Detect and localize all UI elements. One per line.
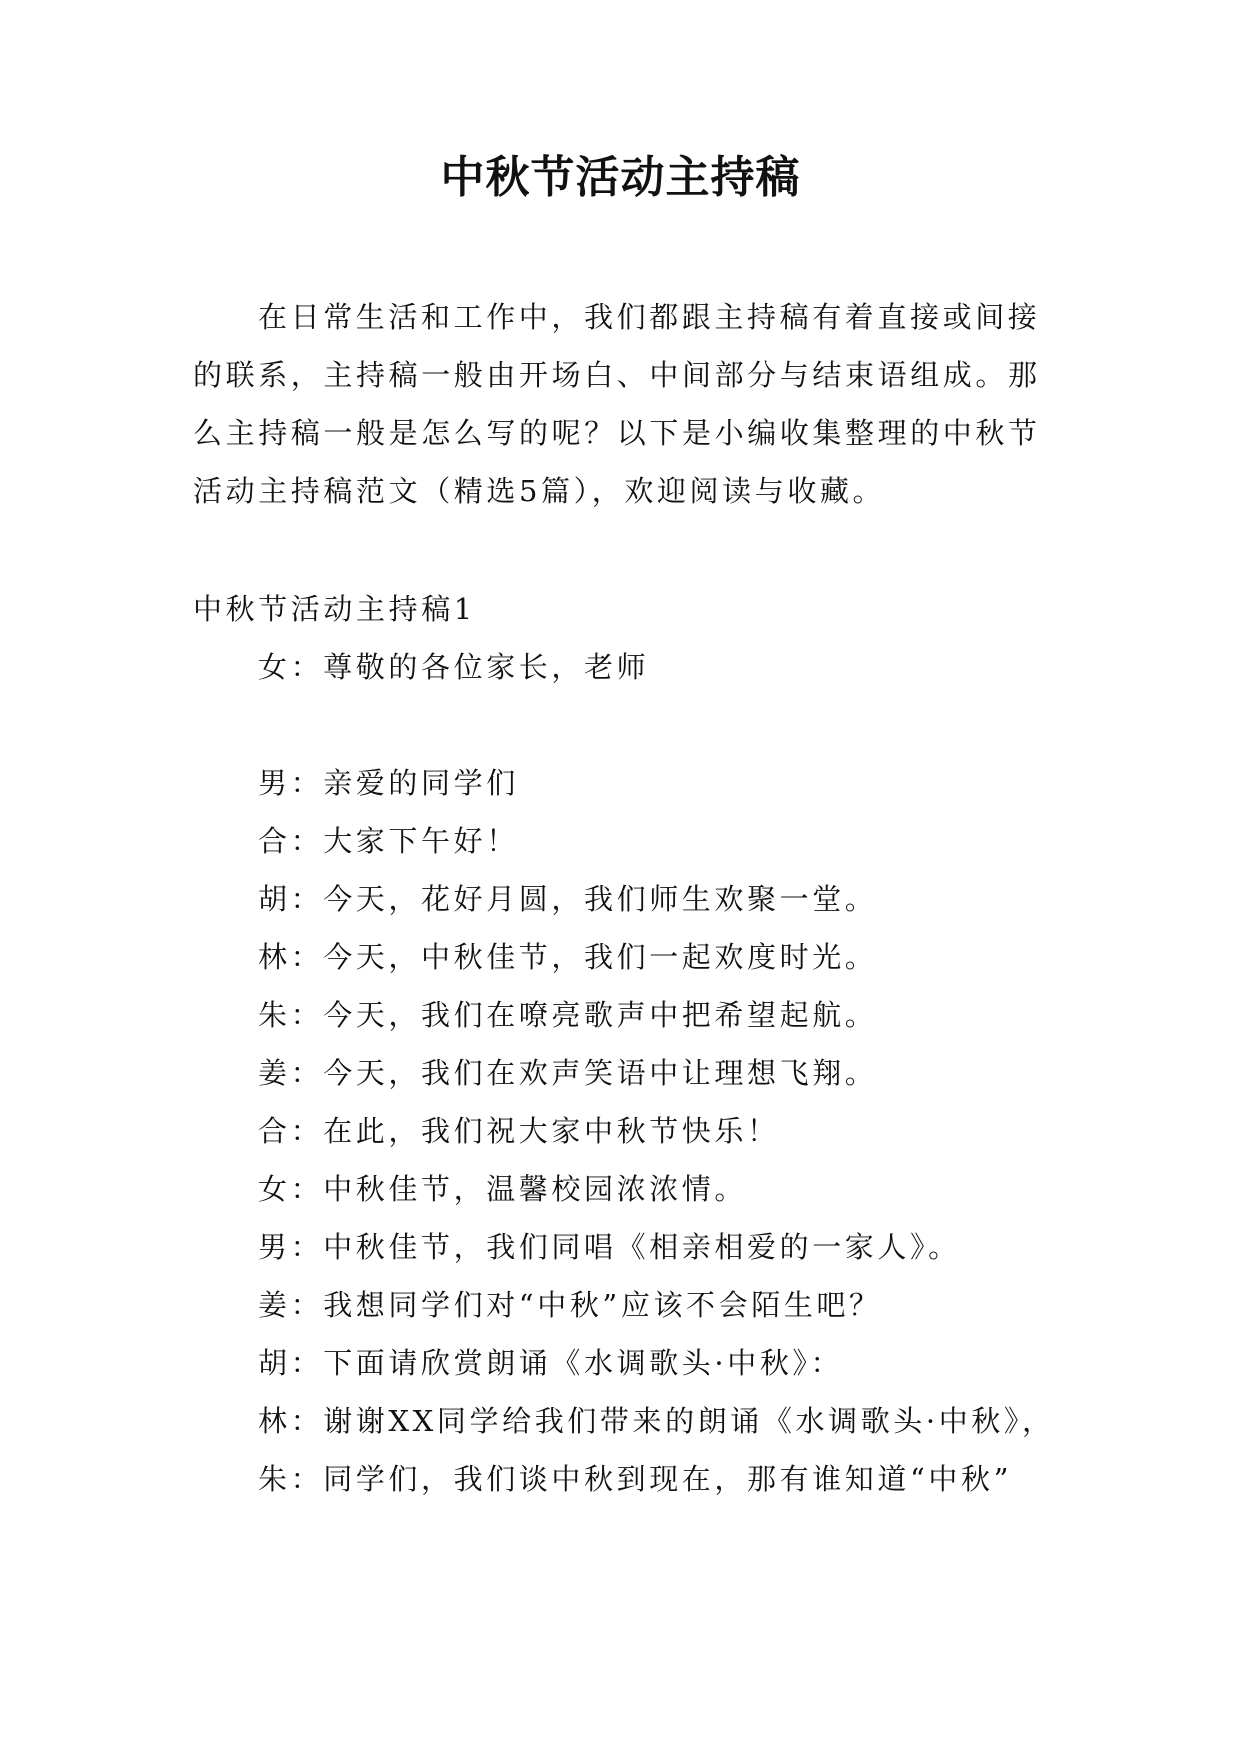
dialogue-line: 合：大家下午好！ bbox=[258, 824, 519, 858]
blank-line bbox=[193, 696, 1061, 754]
document-title: 中秋节活动主持稿 bbox=[440, 152, 801, 203]
dialogue-line: 合：在此，我们祝大家中秋节快乐！ bbox=[258, 1114, 780, 1148]
document-body bbox=[193, 580, 1061, 1508]
dialogue-line: 男：中秋佳节，我们同唱《相亲相爱的一家人》。 bbox=[258, 1230, 961, 1264]
dialogue-line: 林：今天，中秋佳节，我们一起欢度时光。 bbox=[258, 940, 878, 974]
dialogue-line: 男：亲爱的同学们 bbox=[258, 766, 519, 800]
intro-paragraph: 在日常生活和工作中，我们都跟主持稿有着直接或间接的联系，主持稿一般由开场白、中间部分与结束语组成。那么主持稿一般是怎么写的呢？以下是小编收集整理的中秋节活动主持稿范文（精选5篇），欢迎阅读与收藏。 bbox=[193, 300, 1041, 508]
section-title: 中秋节活动主持稿1 bbox=[193, 592, 476, 626]
dialogue-line: 朱：今天，我们在嘹亮歌声中把希望起航。 bbox=[258, 998, 878, 1032]
dialogue-line: 朱：同学们，我们谈中秋到现在，那有谁知道“中秋” bbox=[258, 1462, 1013, 1496]
dialogue-line: 胡：今天，花好月圆，我们师生欢聚一堂。 bbox=[258, 882, 878, 916]
dialogue-line: 林：谢谢XX同学给我们带来的朗诵《水调歌头·中秋》， bbox=[258, 1404, 1055, 1438]
dialogue-line: 女：中秋佳节，温馨校园浓浓情。 bbox=[258, 1172, 748, 1206]
dialogue-line: 女：尊敬的各位家长，老师 bbox=[258, 650, 650, 684]
dialogue-line: 姜：今天，我们在欢声笑语中让理想飞翔。 bbox=[258, 1056, 878, 1090]
dialogue-line: 姜：我想同学们对“中秋”应该不会陌生吧？ bbox=[258, 1288, 882, 1322]
dialogue-line: 胡：下面请欣赏朗诵《水调歌头·中秋》： bbox=[258, 1346, 844, 1380]
